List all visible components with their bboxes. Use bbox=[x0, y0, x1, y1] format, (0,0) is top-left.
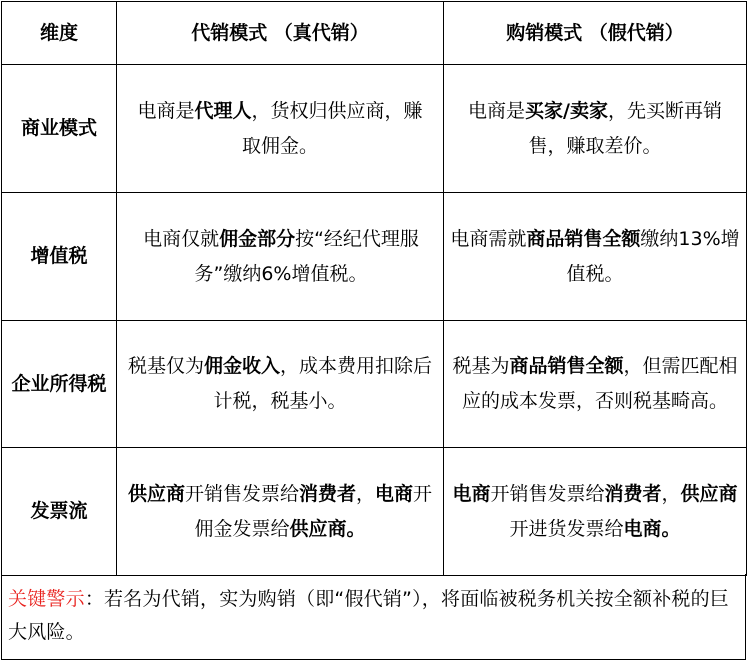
cell-text-segment: ，但需匹配相应的成本发票，否则税基畸高。 bbox=[461, 355, 738, 412]
purchase-cell-text bbox=[450, 222, 740, 292]
purchase-cell-text bbox=[450, 349, 740, 419]
table-row bbox=[2, 193, 747, 321]
agency-cell bbox=[117, 65, 444, 193]
table-row bbox=[2, 448, 747, 576]
cell-text-segment: 缴纳13%增值税。 bbox=[566, 227, 740, 285]
emphasis-text: 电商。 bbox=[623, 517, 681, 540]
emphasis-text: 供应商 bbox=[127, 482, 185, 505]
emphasis-text: 代理人 bbox=[194, 99, 252, 122]
comparison-table bbox=[1, 1, 747, 576]
agency-cell-text bbox=[123, 222, 439, 292]
emphasis-text: 商品销售全额 bbox=[509, 355, 624, 377]
cell-text-segment: ，货权归供应商，赚取佣金。 bbox=[241, 99, 423, 157]
purchase-cell bbox=[444, 193, 747, 321]
agency-cell-text bbox=[130, 94, 430, 164]
cell-text-segment: 开进货发票给 bbox=[509, 517, 624, 540]
agency-cell bbox=[117, 321, 444, 448]
cell-text-segment: ，成本费用扣除后计税，税基小。 bbox=[213, 355, 433, 412]
cell-text-segment: ， bbox=[356, 482, 376, 505]
header-dimension: 维度 bbox=[2, 2, 117, 65]
row-dimension: 增值税 bbox=[2, 193, 117, 321]
cell-text-segment: 电商仅就 bbox=[143, 227, 220, 250]
purchase-cell-text bbox=[450, 94, 740, 164]
emphasis-text: 佣金收入 bbox=[203, 355, 280, 377]
table-row bbox=[2, 321, 747, 448]
header-purchase-mode: 购销模式 （假代销） bbox=[444, 2, 747, 65]
row-dimension: 发票流 bbox=[2, 448, 117, 576]
row-dimension: 商业模式 bbox=[2, 65, 117, 193]
cell-text-segment: 税基仅为 bbox=[127, 355, 204, 377]
warning-note bbox=[1, 574, 746, 660]
purchase-cell bbox=[444, 321, 747, 448]
emphasis-text: 消费者 bbox=[604, 482, 662, 505]
purchase-cell bbox=[444, 448, 747, 576]
header-agency-mode: 代销模式 （真代销） bbox=[117, 2, 444, 65]
cell-text-segment: 按“经纪代理服务”缴纳6%增值税。 bbox=[194, 227, 419, 285]
cell-text-segment: 开销售发票给 bbox=[490, 482, 605, 505]
emphasis-text: 供应商 bbox=[680, 482, 738, 505]
agency-cell bbox=[117, 193, 444, 321]
cell-text-segment: ，先买断再销售，赚取差价。 bbox=[528, 99, 722, 157]
emphasis-text: 买家/卖家 bbox=[525, 99, 608, 122]
emphasis-text: 消费者 bbox=[298, 482, 356, 505]
purchase-cell-text bbox=[450, 477, 740, 547]
cell-text-segment: 电商是 bbox=[137, 99, 195, 122]
warning-text: ：若名为代销，实为购销（即“假代销”），将面临被税务机关按全额补税的巨大风险。 bbox=[8, 588, 730, 643]
cell-text-segment: ， bbox=[661, 482, 681, 505]
emphasis-text: 商品销售全额 bbox=[526, 227, 641, 250]
row-dimension: 企业所得税 bbox=[2, 321, 117, 448]
agency-cell-text bbox=[125, 349, 435, 419]
cell-text-segment: 开佣金发票给 bbox=[194, 482, 433, 540]
cell-text-segment: 税基为 bbox=[452, 355, 510, 377]
cell-text-segment: 电商是 bbox=[468, 99, 526, 122]
cell-text-segment: 电商需就 bbox=[450, 227, 527, 250]
warning-label: 关键警示 bbox=[8, 588, 85, 610]
table-row bbox=[2, 65, 747, 193]
emphasis-text: 供应商。 bbox=[289, 517, 366, 540]
cell-text-segment: 开销售发票给 bbox=[184, 482, 299, 505]
emphasis-text: 电商 bbox=[452, 482, 491, 505]
purchase-cell bbox=[444, 65, 747, 193]
emphasis-text: 电商 bbox=[375, 482, 414, 505]
table-header-row bbox=[2, 2, 747, 65]
agency-cell bbox=[117, 448, 444, 576]
emphasis-text: 佣金部分 bbox=[219, 227, 296, 250]
agency-cell-text bbox=[125, 477, 435, 547]
